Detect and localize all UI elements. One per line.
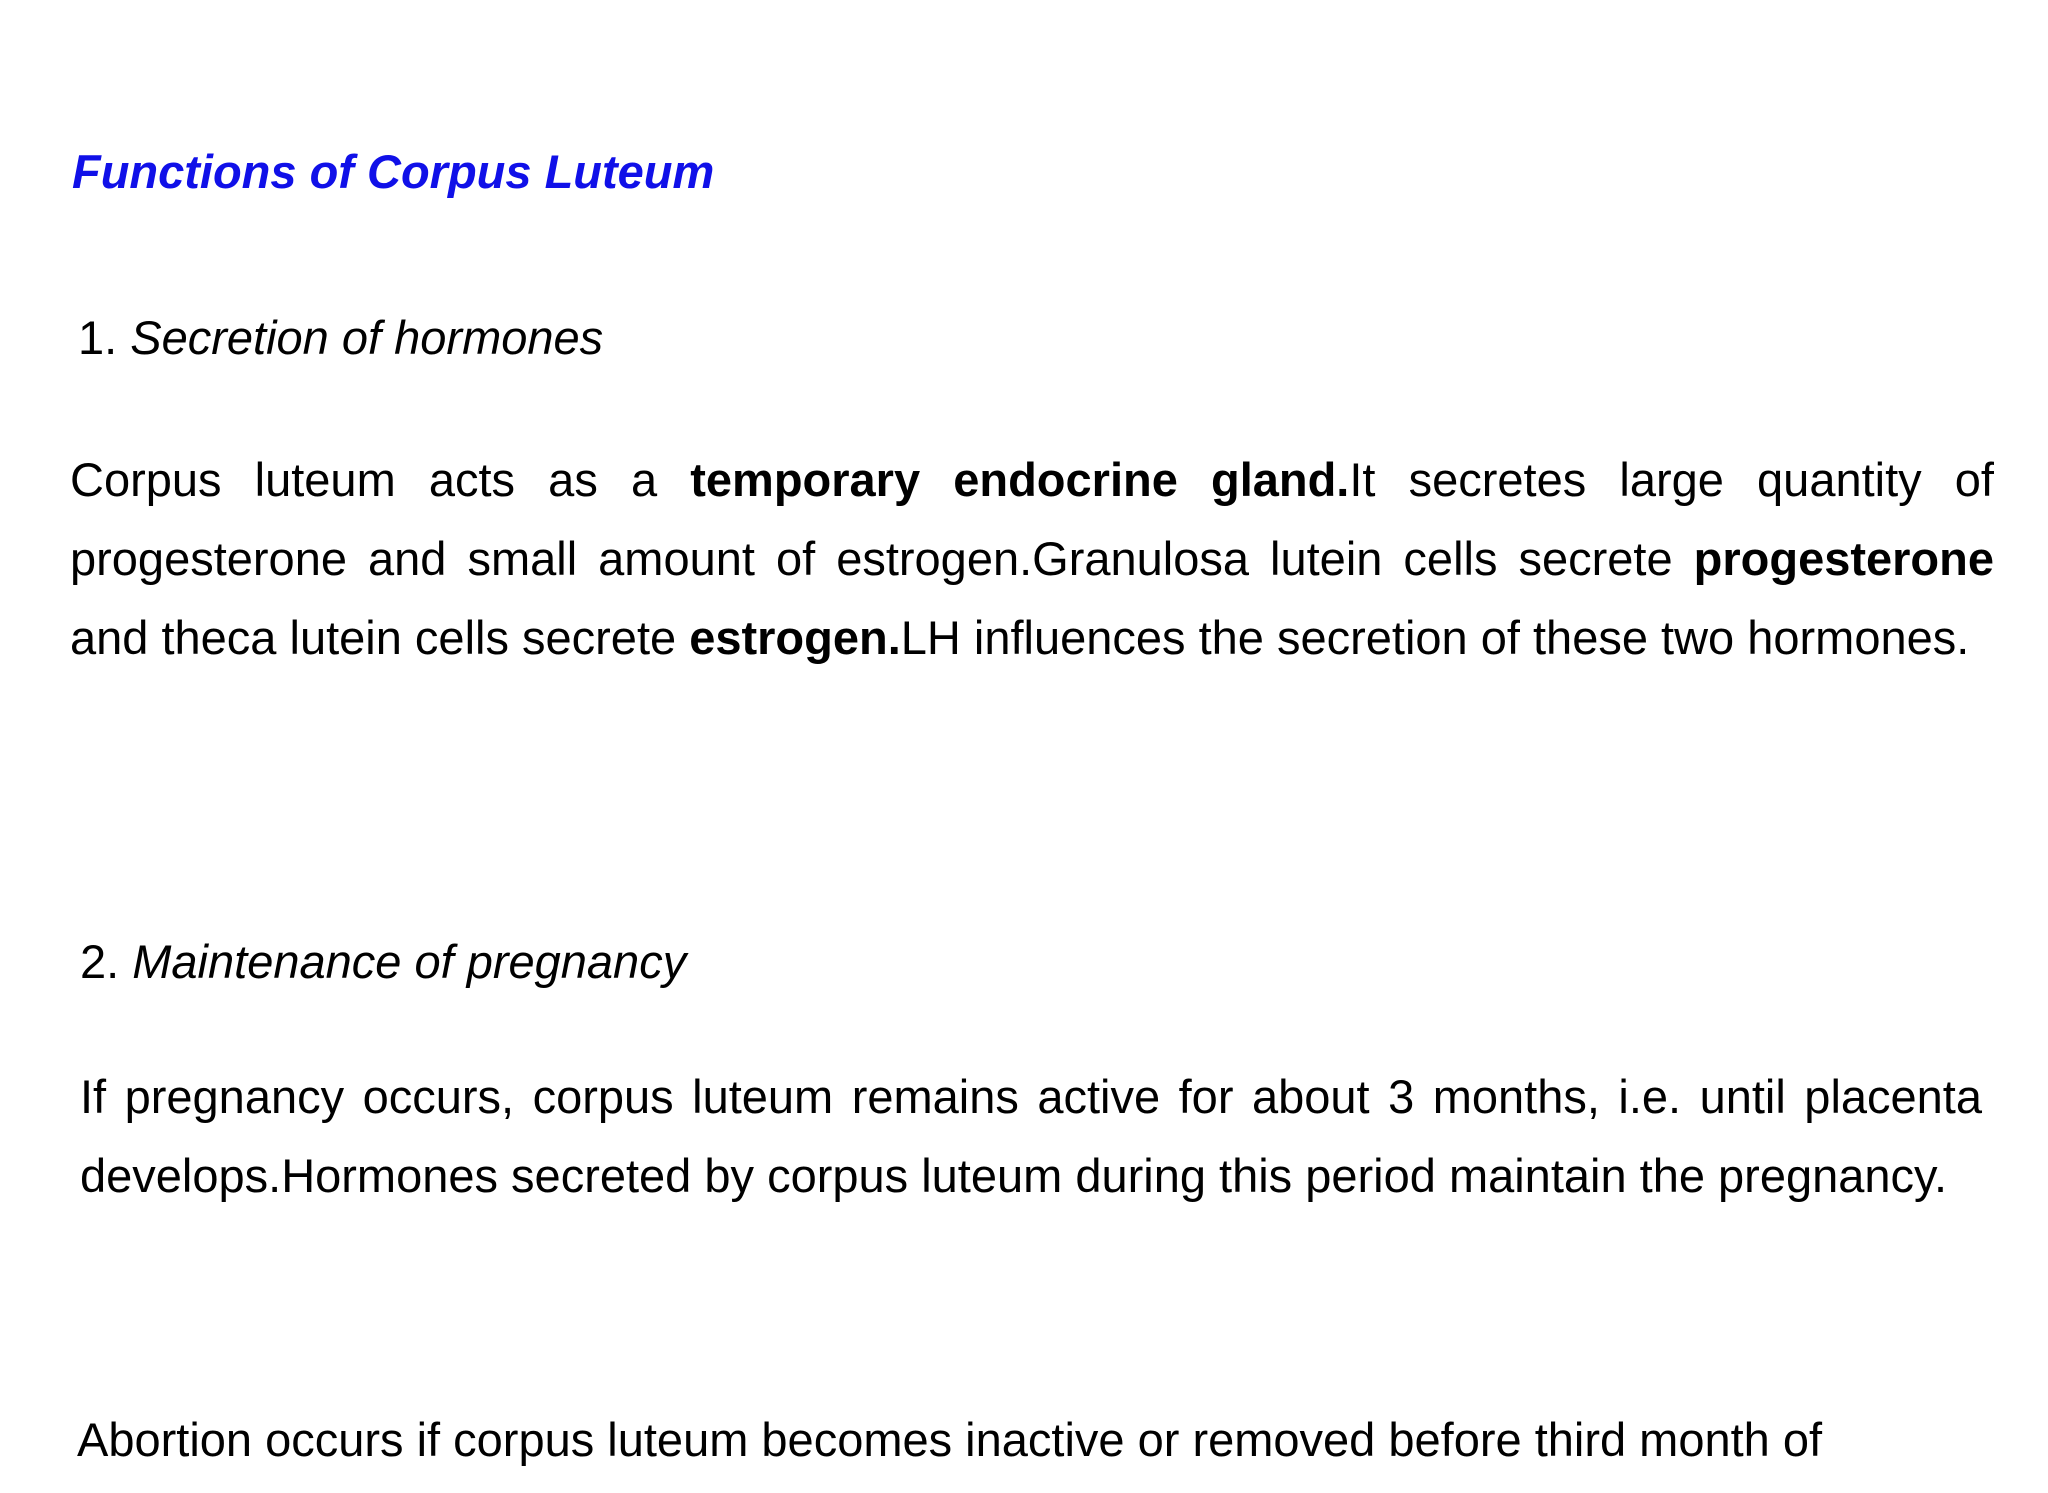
section-2-heading	[80, 932, 686, 992]
paragraph-run: Corpus luteum acts as a	[70, 453, 691, 506]
section-1-heading	[78, 308, 603, 368]
paragraph-run: It secretes large quantity of progesterone and small amount of estrogen.Granulosa lutein cells secrete	[70, 453, 1994, 585]
abortion-paragraph: Abortion occurs if corpus luteum becomes inactive or removed before third month of	[77, 1413, 1823, 1466]
bold-term-estrogen: estrogen.	[689, 611, 901, 664]
section-2-paragraph: If pregnancy occurs, corpus luteum remains active for about 3 months, i.e. until placenta develops.Hormones secreted by corpus luteum during this period maintain the pregnancy.	[80, 1070, 1982, 1202]
paragraph-run: LH influences the secretion of these two hormones.	[900, 611, 1970, 664]
page-title: Functions of Corpus Luteum	[72, 145, 715, 198]
section-1-paragraph	[70, 440, 1994, 677]
bold-term-temporary-endocrine-gland: temporary endocrine gland.	[690, 453, 1350, 506]
section-1-heading-text: Secretion of hormones	[130, 311, 604, 364]
paragraph-run: and theca lutein cells secrete	[70, 611, 690, 664]
bold-term-progesterone: progesterone	[1693, 532, 1994, 585]
section-2-heading-text: Maintenance of pregnancy	[132, 935, 687, 988]
section-2-number: 2.	[80, 935, 120, 988]
section-1-number: 1.	[78, 311, 118, 364]
